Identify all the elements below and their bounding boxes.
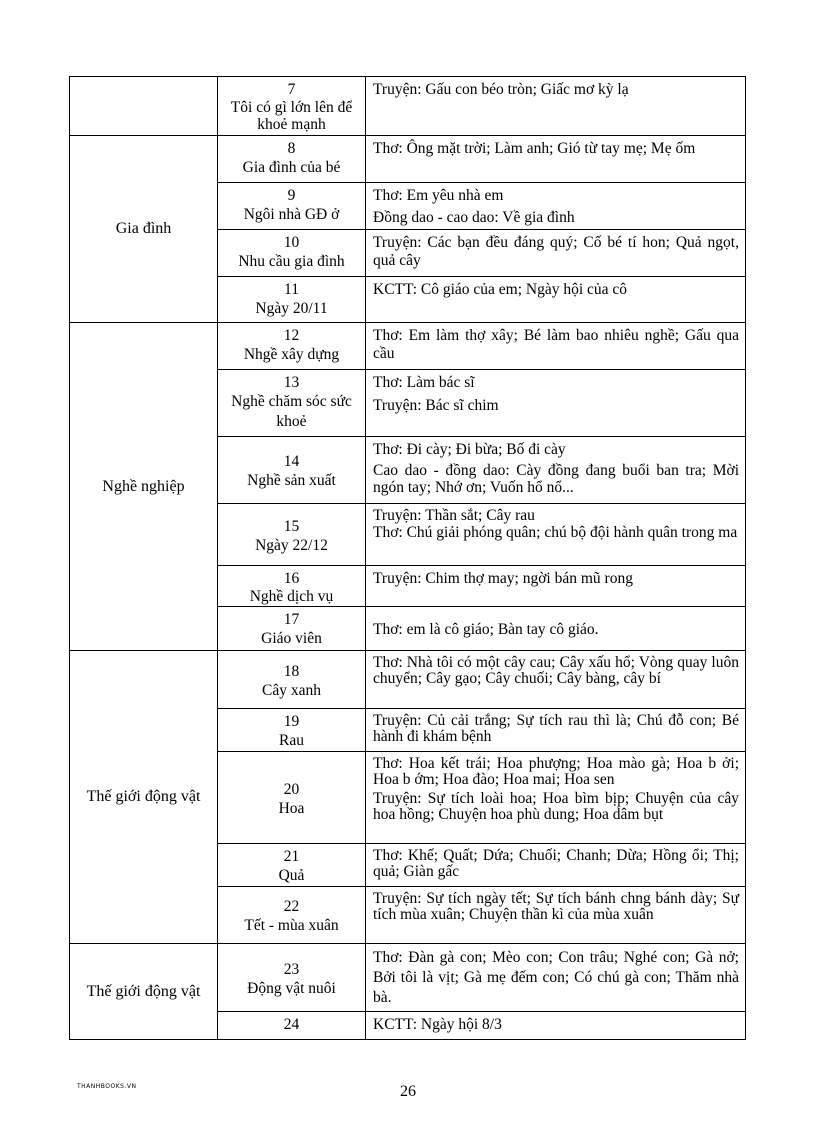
- week-number: 15: [283, 517, 300, 535]
- week-number: 17: [283, 611, 300, 628]
- activity-line: Thơ: Ông mặt trời; Làm anh; Gió từ tay mẹ; Mẹ ốm: [373, 140, 696, 157]
- activity-line: Thơ: Chú giải phóng quân; chú bộ đội hành quân trong ma: [373, 524, 738, 541]
- activity-line: KCTT: Ngày hội 8/3: [373, 1016, 502, 1033]
- activity-line: Truyện: Gấu con béo tròn; Giấc mơ kỳ lạ: [373, 81, 629, 98]
- theme-cell: Gia đình: [70, 136, 218, 323]
- table-row: [70, 77, 746, 136]
- activity-line: Thơ: Nhà tôi có một cây cau; Cây xấu hổ; Vòng quay luôn chuyển; Cây gạo; Cây chuối; Cây bàng, cây bí: [373, 654, 739, 687]
- curriculum-table: [69, 76, 746, 1040]
- table-row: [70, 944, 746, 1012]
- week-topic: Ngôi nhà GĐ ở: [243, 206, 340, 223]
- activity-line: Thơ: Em yêu nhà em: [373, 187, 504, 204]
- week-topic: Tôi có gì lớn lên để khoẻ mạnh: [230, 99, 353, 133]
- activity-line: Cao dao - đồng dao: Cày đồng đang buổi ban tra; Mời ngón tay; Nhớ ơn; Vuốn hổ nổ...: [373, 461, 739, 496]
- week-topic: Ngày 20/11: [255, 300, 328, 317]
- week-topic: Nghề sản xuất: [247, 472, 336, 489]
- theme-cell: Nghề nghiệp: [70, 323, 218, 651]
- week-topic: Nhgề xây dựng: [243, 346, 340, 363]
- activity-line: Truyện: Củ cải trắng; Sự tích rau thì là; Chú đỗ con; Bé hành đi khám bệnh: [373, 712, 739, 745]
- activity-line: Thơ: Đi cày; Đi bừa; Bố đi cày: [373, 441, 566, 458]
- week-topic: Nghề dịch vụ: [249, 588, 334, 605]
- activity-line: Truyện: Chim thợ may; ngời bán mũ rong: [373, 570, 633, 587]
- week-number: 14: [283, 453, 300, 470]
- week-topic: Hoa: [278, 799, 305, 817]
- theme-cell: Thế giới động vật: [70, 651, 218, 944]
- week-number: 24: [283, 1016, 300, 1033]
- activity-line: Thơ: Hoa kết trái; Hoa phượng; Hoa mào gà; Hoa b ởi; Hoa b ớm; Hoa đào; Hoa mai; Hoa sen: [373, 755, 739, 788]
- week-number: 8: [287, 140, 296, 157]
- activity-line: Truyện: Sự tích ngày tết; Sự tích bánh chng bánh dày; Sự tích mùa xuân; Chuyện thần kì của mùa xuân: [373, 890, 739, 923]
- activity-line: Truyện: Sự tích loài hoa; Hoa bìm bịp; Chuyện của cây hoa hồng; Chuyện hoa phù dung; Hoa dâm bụt: [373, 790, 739, 823]
- activity-line: Thơ: Đàn gà con; Mèo con; Con trâu; Nghé con; Gà nở; Bởi tôi là vịt; Gà mẹ đếm con; Có chú gà con; Thăm nhà bà.: [373, 949, 739, 1006]
- theme-cell: Thế giới động vật: [70, 944, 218, 1040]
- week-number: 22: [283, 898, 300, 915]
- week-topic: Nhu cầu gia đình: [238, 253, 345, 270]
- week-topic: Giáo viên: [261, 630, 322, 647]
- week-number: 21: [283, 848, 300, 865]
- week-topic: Tết - mùa xuân: [244, 917, 339, 934]
- week-number: 10: [283, 234, 300, 251]
- week-number: 12: [283, 327, 300, 344]
- table-row: [70, 323, 746, 370]
- table-row: [70, 651, 746, 709]
- week-number: 19: [283, 713, 300, 730]
- page-number: 26: [400, 1083, 416, 1100]
- activity-line: Thơ: Em làm thợ xây; Bé làm bao nhiêu nghề; Gấu qua cầu: [373, 327, 739, 362]
- week-number: 18: [283, 662, 300, 680]
- week-topic: Động vật nuôi: [247, 979, 336, 997]
- week-topic: Quả: [278, 867, 305, 884]
- week-number: 7: [287, 81, 296, 98]
- activity-line: Truyện: Các bạn đều đáng quý; Cố bé tí hon; Quả ngọt, quả cây: [373, 234, 739, 269]
- activity-line: Thơ: Làm bác sĩ: [373, 374, 475, 391]
- week-number: 16: [283, 570, 300, 587]
- footer-watermark: THANHBOOKS.VN: [77, 1083, 137, 1090]
- week-topic: Cây xanh: [262, 681, 321, 699]
- week-number: 20: [283, 780, 300, 798]
- activity-line: KCTT: Cô giáo của em; Ngày hội của cô: [373, 281, 628, 298]
- activity-line: Đồng dao - cao dao: Về gia đình: [373, 208, 575, 226]
- activity-line: Truyện: Bác sĩ chim: [373, 396, 499, 414]
- week-number: 13: [283, 374, 300, 391]
- week-topic: Nghề chăm sóc sức khoẻ: [231, 393, 352, 430]
- activity-line: Thơ: Khế; Quất; Dứa; Chuối; Chanh; Dừa; Hồng ổi; Thị; quả; Giàn gấc: [373, 847, 739, 880]
- week-topic: Ngày 22/12: [255, 536, 328, 554]
- activity-line: Thơ: em là cô giáo; Bàn tay cô giáo.: [373, 621, 599, 639]
- week-topic: Gia đình của bé: [242, 159, 341, 176]
- table-row: [70, 136, 746, 183]
- week-number: 23: [283, 960, 300, 978]
- week-number: 11: [284, 281, 299, 298]
- week-number: 9: [287, 187, 296, 204]
- theme-cell-empty: [70, 77, 218, 136]
- week-topic: Rau: [279, 732, 304, 749]
- activity-line: Truyện: Thần sắt; Cây rau: [373, 507, 535, 524]
